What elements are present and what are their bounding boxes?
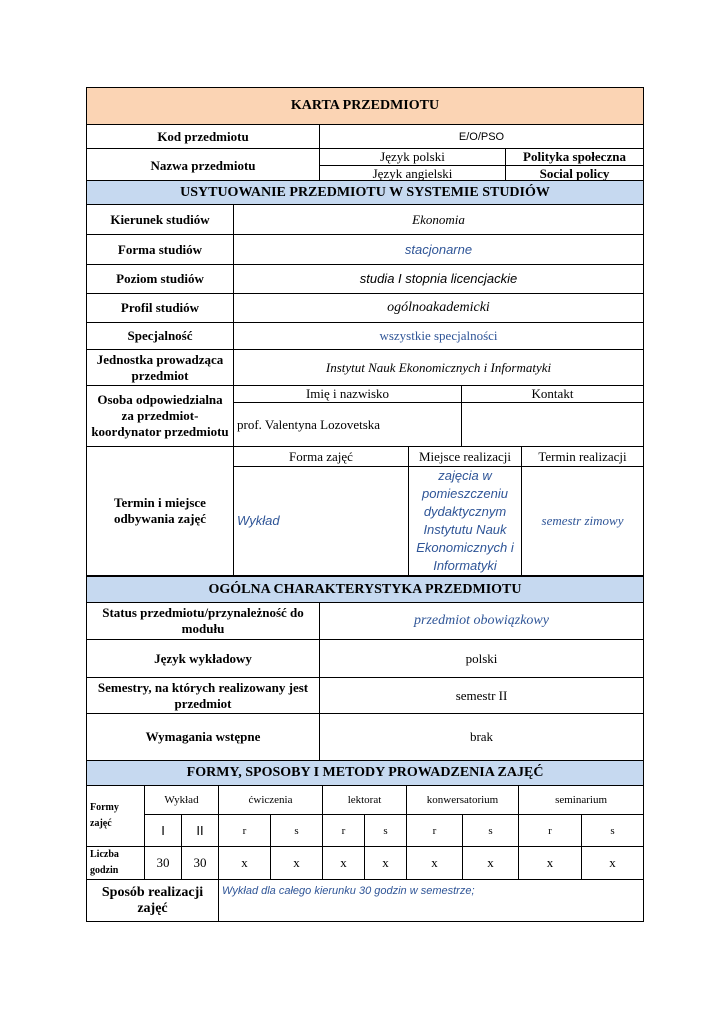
card-header-table [86,87,644,183]
section2-table [86,576,644,761]
schedule-place: zajęcia w pomieszczeniu dydaktycznym Instytutu Nauk Ekonomicznych i Informatyki [409,467,522,576]
polish-value: Polityka społeczna [506,149,644,166]
hours-label: Liczba godzin [87,847,145,880]
schedule-time: semestr zimowy [522,467,644,576]
schedule-label: Termin i miejsce odbywania zajęć [87,447,234,576]
hours-cell: x [323,847,365,880]
schedule-form-header: Forma zajęć [234,447,409,467]
language-value: polski [320,640,644,678]
status-label: Status przedmiotu/przynależność do modułu [87,603,320,640]
form-header-exercises: ćwiczenia [219,786,323,815]
sub-cell: r [407,815,463,847]
section3-header: FORMY, SPOSOBY I METODY PROWADZENIA ZAJĘĆ [87,761,644,786]
sub-cell: r [519,815,582,847]
field-label: Kierunek studiów [87,205,234,235]
level-label: Poziom studiów [87,265,234,294]
lecture-sub-cell: II [182,815,219,847]
forms-label: Formy zajęć [87,786,145,847]
semester-label: Semestry, na których realizowany jest przedmiot [87,678,320,714]
person-contact [462,403,644,447]
form-header-lecture: Wykład [145,786,219,815]
hours-cell: 30 [182,847,219,880]
sub-cell: r [323,815,365,847]
polish-label: Język polski [320,149,506,166]
semester-value: semestr II [320,678,644,714]
spec-label: Specjalność [87,323,234,350]
english-value: Social policy [506,166,644,183]
form-value: stacjonarne [234,235,644,265]
hours-cell: x [271,847,323,880]
lecture-sub-cell: I [145,815,182,847]
person-contact-header: Kontakt [462,386,644,403]
sub-cell: s [271,815,323,847]
hours-cell: x [219,847,271,880]
code-value: E/O/PSO [320,125,644,149]
form-label: Forma studiów [87,235,234,265]
section1-header: USYTUOWANIE PRZEDMIOTU W SYSTEMIE STUDIÓW [87,181,644,205]
field-value: Ekonomia [234,205,644,235]
profile-value: ogólnoakademicki [234,294,644,323]
form-header-seminar: seminarium [519,786,644,815]
section3-table [86,760,644,922]
requirements-value: brak [320,714,644,761]
form-header-language: lektorat [323,786,407,815]
sub-cell: r [219,815,271,847]
schedule-place-header: Miejsce realizacji [409,447,522,467]
person-name: prof. Valentyna Lozovetska [234,403,462,447]
hours-cell: x [463,847,519,880]
status-value: przedmiot obowiązkowy [320,603,644,640]
person-label: Osoba odpowiedzialna za przedmiot- koordynator przedmiotu [87,386,234,447]
requirements-label: Wymagania wstępne [87,714,320,761]
hours-cell: x [582,847,644,880]
unit-label: Jednostka prowadząca przedmiot [87,350,234,386]
unit-value: Instytut Nauk Ekonomicznych i Informatyki [234,350,644,386]
english-label: Język angielski [320,166,506,183]
form-header-conversation: konwersatorium [407,786,519,815]
method-label: Sposób realizacji zajęć [87,880,219,922]
spec-value: wszystkie specjalności [234,323,644,350]
hours-cell: x [407,847,463,880]
card-title: KARTA PRZEDMIOTU [87,88,644,125]
hours-cell: 30 [145,847,182,880]
hours-cell: x [365,847,407,880]
hours-cell: x [519,847,582,880]
name-label: Nazwa przedmiotu [87,149,320,183]
sub-cell: s [365,815,407,847]
profile-label: Profil studiów [87,294,234,323]
code-label: Kod przedmiotu [87,125,320,149]
schedule-time-header: Termin realizacji [522,447,644,467]
schedule-form: Wykład [234,467,409,576]
section1-table [86,180,644,576]
language-label: Język wykładowy [87,640,320,678]
level-value: studia I stopnia licencjackie [234,265,644,294]
method-value: Wykład dla całego kierunku 30 godzin w semestrze; [219,880,644,922]
person-name-header: Imię i nazwisko [234,386,462,403]
section2-header: OGÓLNA CHARAKTERYSTYKA PRZEDMIOTU [87,577,644,603]
sub-cell: s [582,815,644,847]
sub-cell: s [463,815,519,847]
